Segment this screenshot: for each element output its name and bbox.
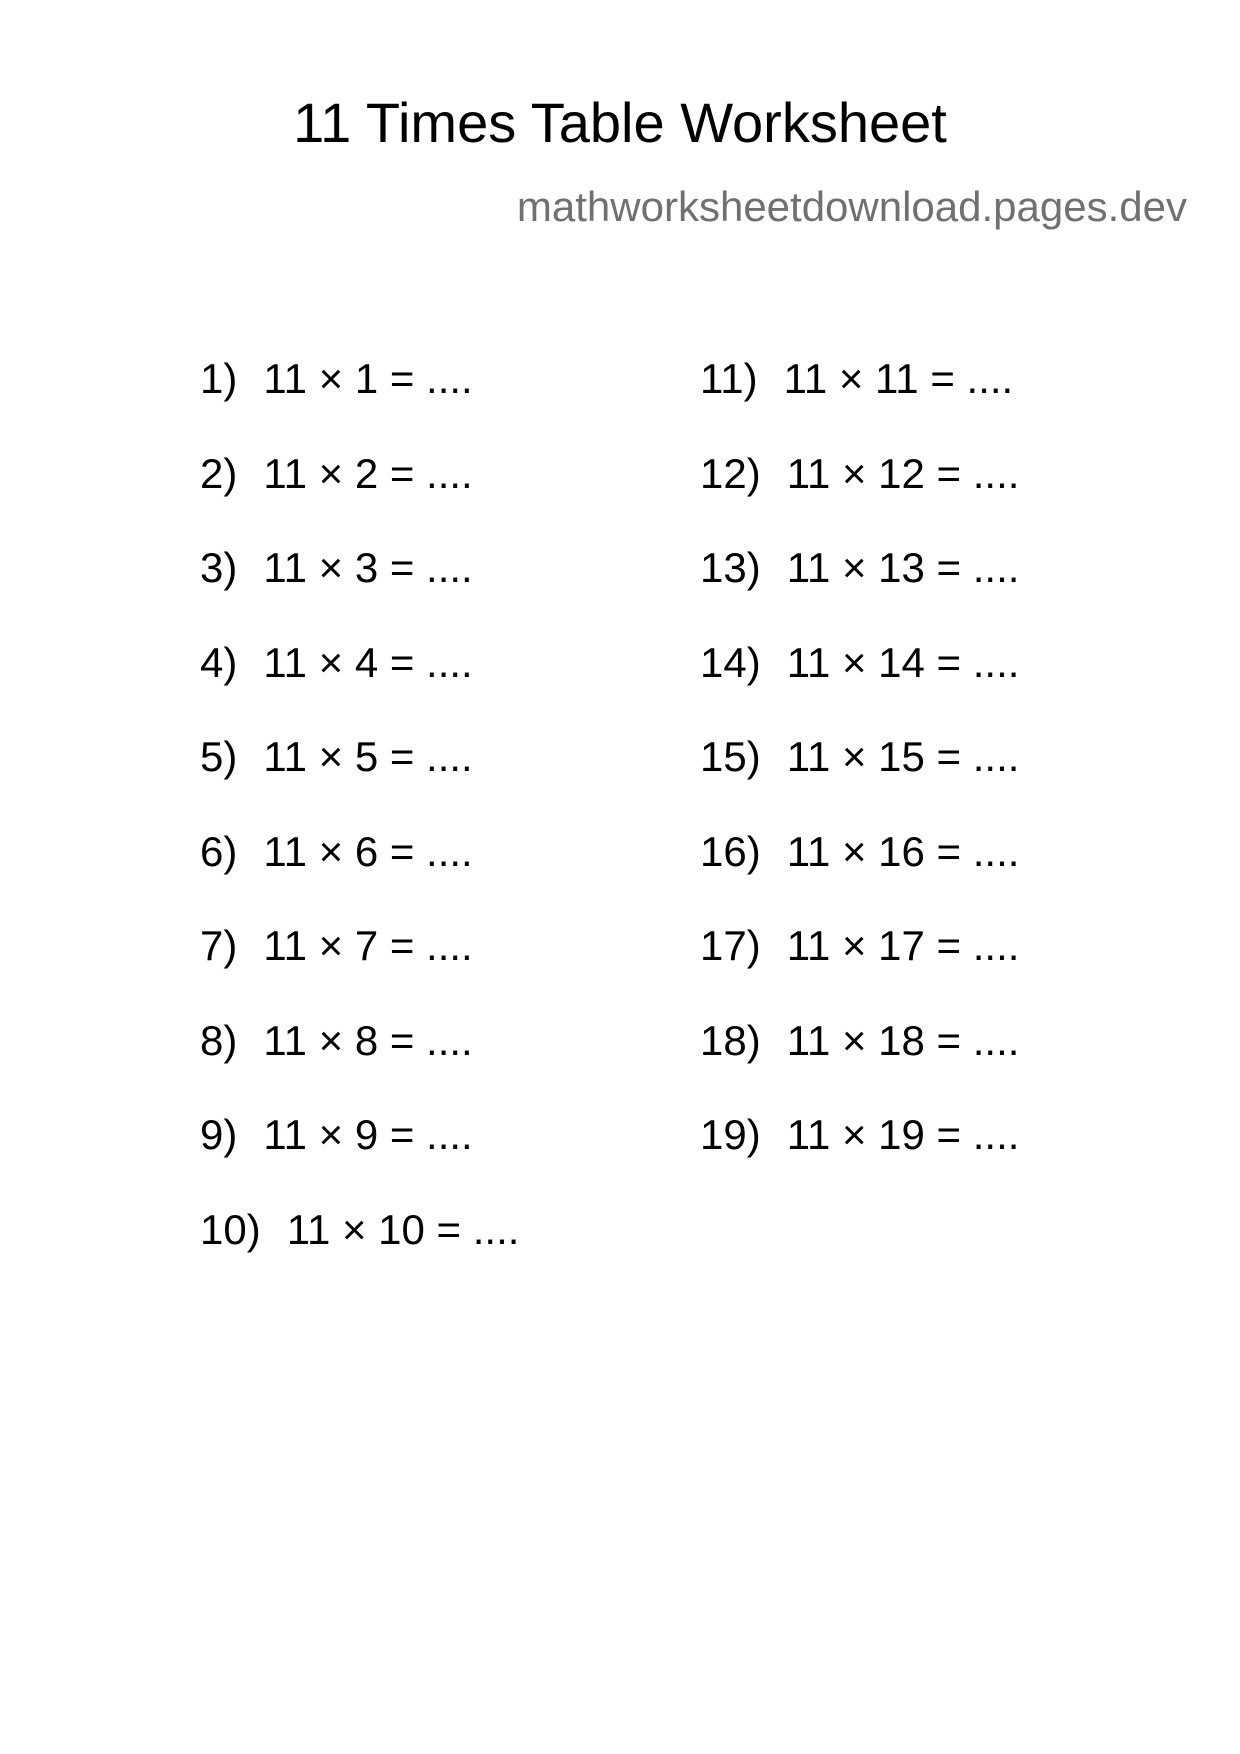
problem-number: 1): [200, 355, 238, 402]
problem-expression: 11 × 2 = ....: [263, 450, 473, 497]
problem-number: 18): [700, 1017, 761, 1064]
problem-expression: 11 × 6 = ....: [263, 828, 473, 875]
problem-expression: 11 × 17 = ....: [786, 922, 1020, 969]
problem-item: [200, 1111, 473, 1158]
problem-expression: 11 × 15 = ....: [786, 733, 1020, 780]
problem-item: [700, 355, 1014, 402]
problem-expression: 11 × 3 = ....: [263, 544, 473, 591]
problem-expression: 11 × 1 = ....: [263, 355, 473, 402]
problem-item: [200, 544, 473, 591]
problem-number: 6): [200, 828, 238, 875]
problem-expression: 11 × 14 = ....: [786, 639, 1020, 686]
problem-expression: 11 × 4 = ....: [263, 639, 473, 686]
problem-item: [700, 733, 1020, 780]
problem-expression: 11 × 12 = ....: [786, 450, 1020, 497]
problem-number: 14): [700, 639, 761, 686]
problem-item: [200, 733, 473, 780]
problem-expression: 11 × 18 = ....: [786, 1017, 1020, 1064]
problem-number: 3): [200, 544, 238, 591]
problem-number: 17): [700, 922, 761, 969]
problem-number: 12): [700, 450, 761, 497]
page-title: 11 Times Table Worksheet: [293, 91, 947, 154]
problem-number: 15): [700, 733, 761, 780]
problem-item: [700, 828, 1020, 875]
problem-expression: 11 × 19 = ....: [786, 1111, 1020, 1158]
problem-expression: 11 × 5 = ....: [263, 733, 473, 780]
problem-number: 4): [200, 639, 238, 686]
problem-item: [700, 1017, 1020, 1064]
problem-expression: 11 × 13 = ....: [786, 544, 1020, 591]
problem-item: [700, 922, 1020, 969]
problem-item: [700, 450, 1020, 497]
problem-number: 2): [200, 450, 238, 497]
problem-item: [200, 1017, 473, 1064]
problem-number: 9): [200, 1111, 238, 1158]
problem-item: [700, 639, 1020, 686]
problem-number: 16): [700, 828, 761, 875]
problem-expression: 11 × 9 = ....: [263, 1111, 473, 1158]
problem-expression: 11 × 16 = ....: [786, 828, 1020, 875]
problem-item: [700, 1111, 1020, 1158]
problem-number: 19): [700, 1111, 761, 1158]
problem-item: [200, 639, 473, 686]
problem-expression: 11 × 11 = ....: [783, 355, 1014, 402]
problem-item: [200, 828, 473, 875]
source-url: mathworksheetdownload.pages.dev: [516, 183, 1187, 230]
problem-number: 5): [200, 733, 238, 780]
problem-item: [700, 544, 1020, 591]
problem-expression: 11 × 7 = ....: [263, 922, 473, 969]
problem-item: [200, 450, 473, 497]
problem-number: 7): [200, 922, 238, 969]
problem-number: 13): [700, 544, 761, 591]
problem-number: 10): [200, 1206, 261, 1253]
problem-item: [200, 355, 473, 402]
problem-expression: 11 × 10 = ....: [286, 1206, 520, 1253]
problem-number: 11): [700, 355, 758, 402]
problem-item: [200, 922, 473, 969]
problem-item: [200, 1206, 520, 1253]
problem-expression: 11 × 8 = ....: [263, 1017, 473, 1064]
problem-number: 8): [200, 1017, 238, 1064]
